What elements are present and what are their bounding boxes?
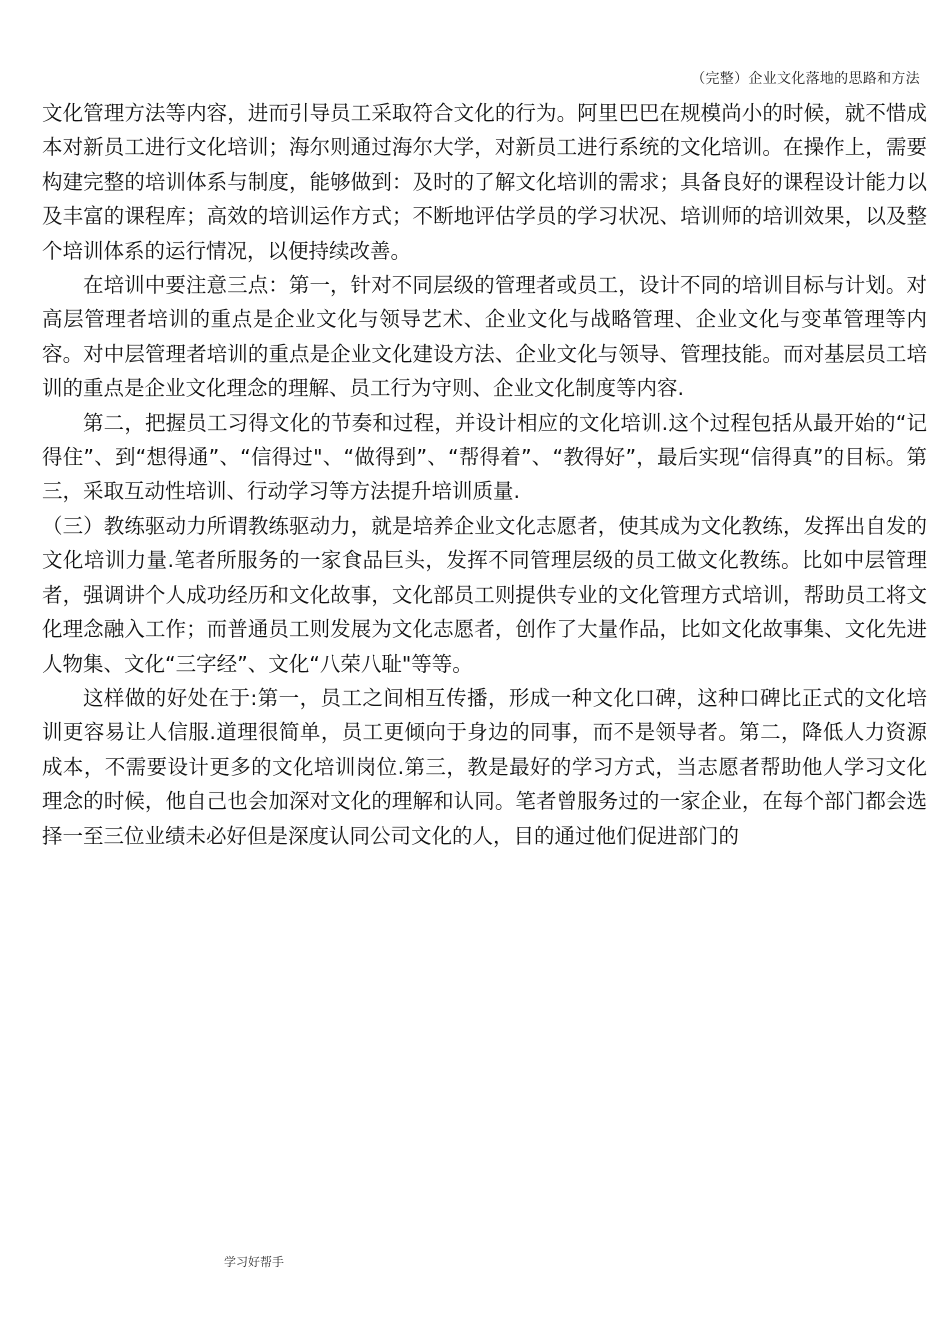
page-footer: 学习好帮手 bbox=[224, 1255, 285, 1269]
paragraph-5: 这样做的好处在于:第一，员工之间相互传播，形成一种文化口碑，这种口碑比正式的文化培训更容易让人信服.道理很简单，员工更倾向于身边的同事，而不是领导者。第二，降低人力资源成本，不需要设计更多的文化培训岗位.第三，教是最好的学习方式，当志愿者帮助他人学习文化理念的时候，他自己也会加深对文化的理解和认同。笔者曾服务过的一家企业，在每个部门都会选择一至三位业绩未必好但是深度认同公司文化的人，目的通过他们促进部门的 bbox=[42, 685, 927, 848]
page-header: （完整）企业文化落地的思路和方法 bbox=[691, 71, 920, 87]
paragraph-2: 在培训中要注意三点：第一，针对不同层级的管理者或员工，设计不同的培训目标与计划。对高层管理者培训的重点是企业文化与领导艺术、企业文化与战略管理、企业文化与变革管理等内容。对中层管理者培训的重点是企业文化建设方法、企业文化与领导、管理技能。而对基层员工培训的重点是企业文化理念的理解、员工行为守则、企业文化制度等内容. bbox=[42, 273, 927, 401]
paragraph-4: （三）教练驱动力所谓教练驱动力，就是培养企业文化志愿者，使其成为文化教练，发挥出自发的文化培训力量.笔者所服务的一家食品巨头，发挥不同管理层级的员工做文化教练。比如中层管理者，强调讲个人成功经历和文化故事，文化部员工则提供专业的文化管理方式培训，帮助员工将文化理念融入工作；而普通员工则发展为文化志愿者，创作了大量作品，比如文化故事集、文化先进人物集、文化“三字经”、文化“八荣八耻"等等。 bbox=[42, 513, 927, 676]
paragraph-1: 文化管理方法等内容，进而引导员工采取符合文化的行为。阿里巴巴在规模尚小的时候，就不惜成本对新员工进行文化培训；海尔则通过海尔大学，对新员工进行系统的文化培训。在操作上，需要构建完整的培训体系与制度，能够做到：及时的了解文化培训的需求；具备良好的课程设计能力以及丰富的课程库；高效的培训运作方式；不断地评估学员的学习状况、培训师的培训效果，以及整个培训体系的运行情况，以便持续改善。 bbox=[42, 101, 927, 263]
document-body bbox=[42, 96, 927, 853]
paragraph-3: 第二，把握员工习得文化的节奏和过程，并设计相应的文化培训.这个过程包括从最开始的“记得住”、到“想得通”、“信得过"、“做得到”、“帮得着”、“教得好”，最后实现“信得真”的目标。第三，采取互动性培训、行动学习等方法提升培训质量. bbox=[42, 410, 927, 504]
